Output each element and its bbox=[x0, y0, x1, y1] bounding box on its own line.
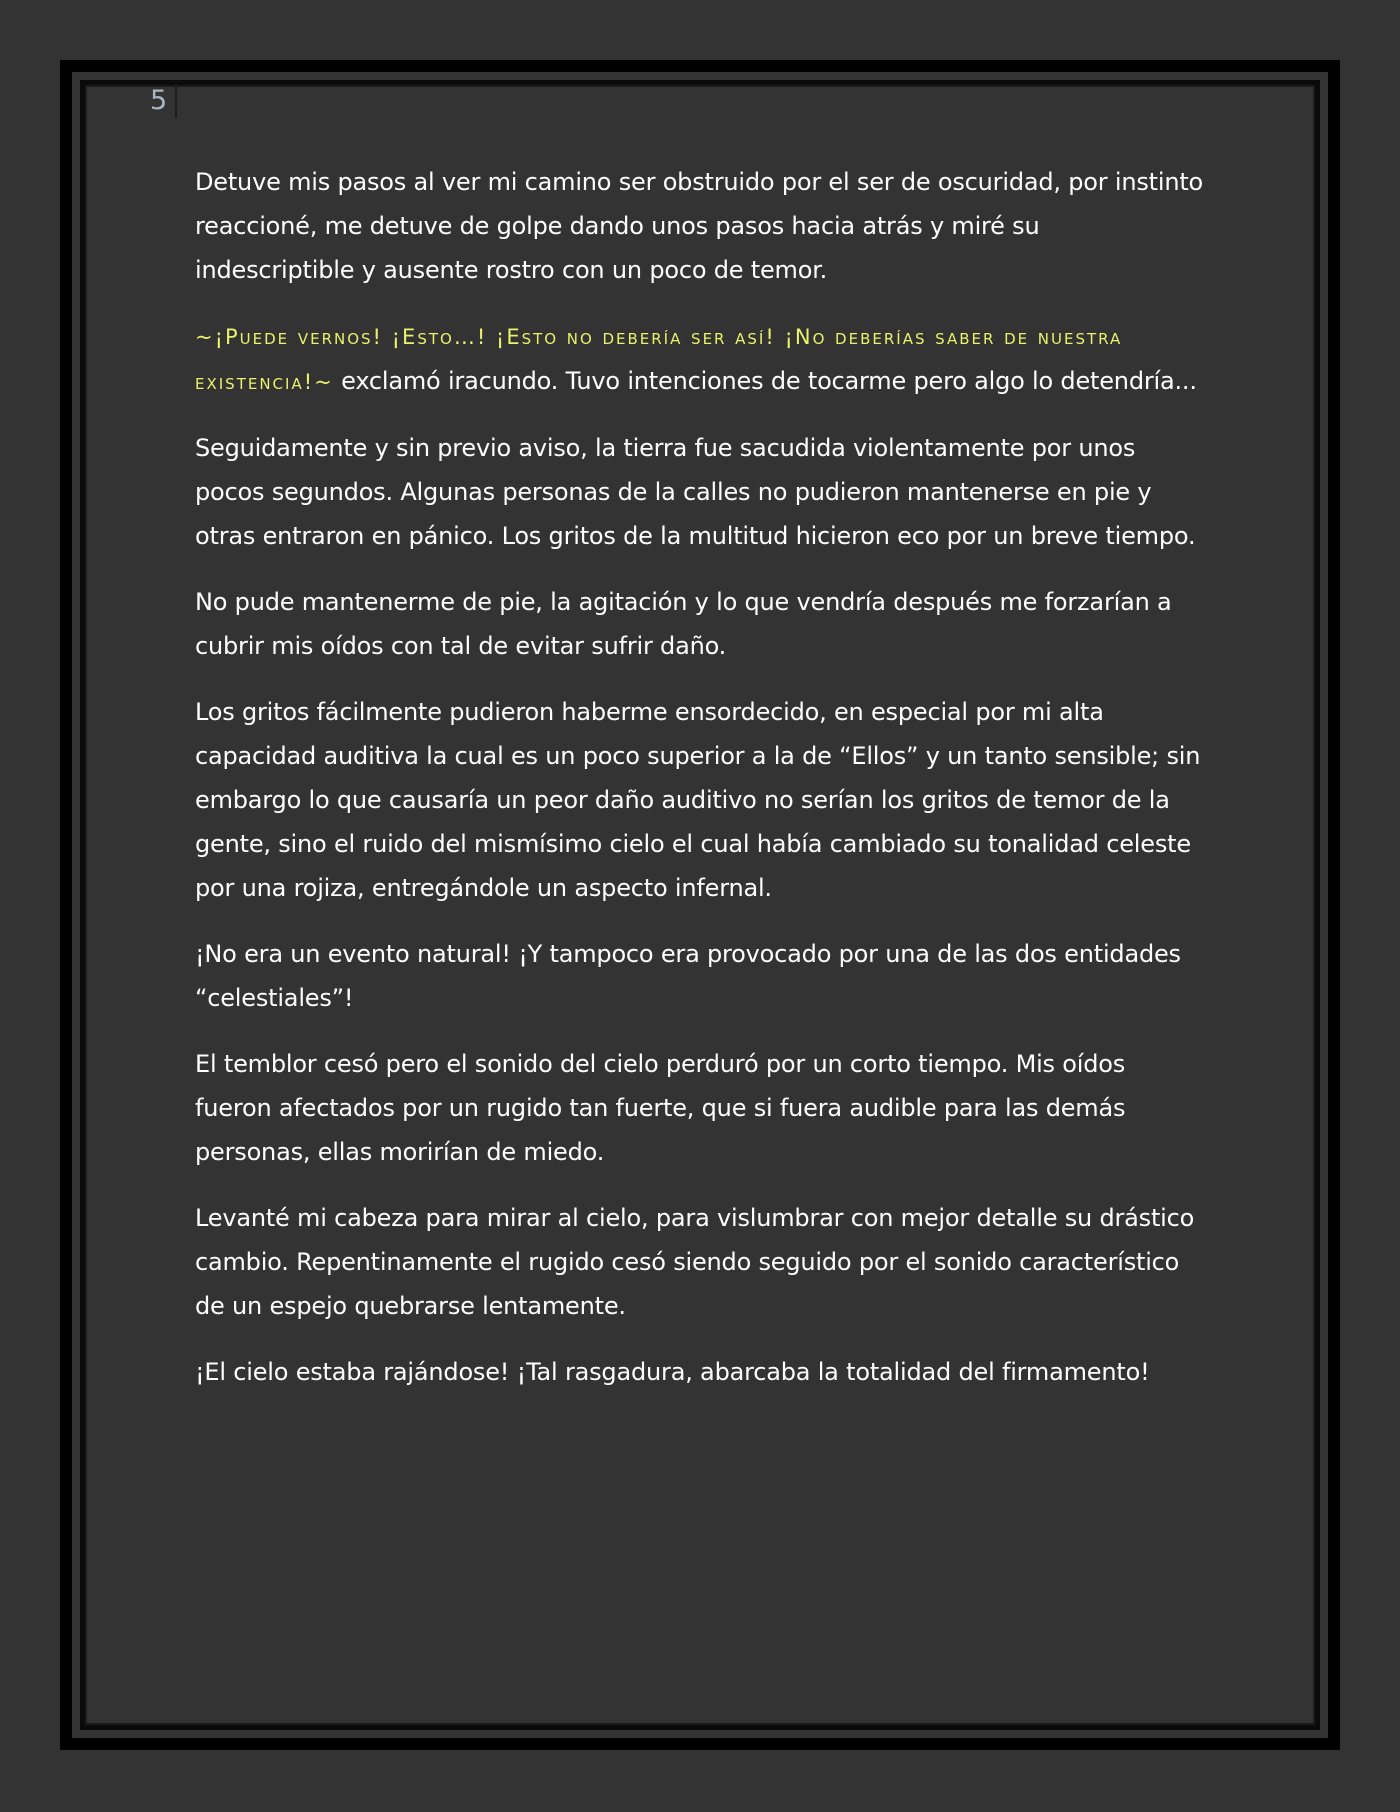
paragraph-3: Seguidamente y sin previo aviso, la tierra fue sacudida violentamente por unos pocos segundos. Algunas personas de la calles no pudieron mantenerse en pie y otras entraron en pánico. Los gritos de la multitud hicieron eco por un breve tiempo. bbox=[195, 434, 1196, 550]
paragraph-6: ¡No era un evento natural! ¡Y tampoco era provocado por una de las dos entidades “celestiales”! bbox=[195, 940, 1181, 1012]
story-body bbox=[195, 160, 1205, 1416]
dialogue-text: ~¡Puede vernos! ¡Esto…! ¡Esto no debería ser así! ¡No deberías saber de nuestra existencia!~ bbox=[195, 325, 1123, 394]
paragraph-2 bbox=[195, 314, 1205, 404]
paragraph-7: El temblor cesó pero el sonido del cielo perduró por un corto tiempo. Mis oídos fueron afectados por un rugido tan fuerte, que si fuera audible para las demás personas, ellas morirían de miedo. bbox=[195, 1050, 1126, 1166]
paragraph-9: ¡El cielo estaba rajándose! ¡Tal rasgadura, abarcaba la totalidad del firmamento! bbox=[195, 1358, 1150, 1386]
page-number: 5 bbox=[150, 84, 177, 118]
paragraph-4: No pude mantenerme de pie, la agitación y lo que vendría después me forzarían a cubrir mis oídos con tal de evitar sufrir daño. bbox=[195, 588, 1172, 660]
paragraph-1: Detuve mis pasos al ver mi camino ser obstruido por el ser de oscuridad, por instinto reaccioné, me detuve de golpe dando unos pasos hacia atrás y miré su indescriptible y ausente rostro con un poco de temor. bbox=[195, 168, 1204, 284]
paragraph-2-text: exclamó iracundo. Tuvo intenciones de tocarme pero algo lo detendría... bbox=[341, 367, 1197, 395]
paragraph-5: Los gritos fácilmente pudieron haberme ensordecido, en especial por mi alta capacidad auditiva la cual es un poco superior a la de “Ellos” y un tanto sensible; sin embargo lo que causaría un peor daño auditivo no serían los gritos de temor de la gente, sino el ruido del mismísimo cielo el cual había cambiado su tonalidad celeste por una rojiza, entregándole un aspecto infernal. bbox=[195, 698, 1201, 902]
paragraph-8: Levanté mi cabeza para mirar al cielo, para vislumbrar con mejor detalle su drástico cambio. Repentinamente el rugido cesó siendo seguido por el sonido característico de un espejo quebrarse lentamente. bbox=[195, 1204, 1195, 1320]
